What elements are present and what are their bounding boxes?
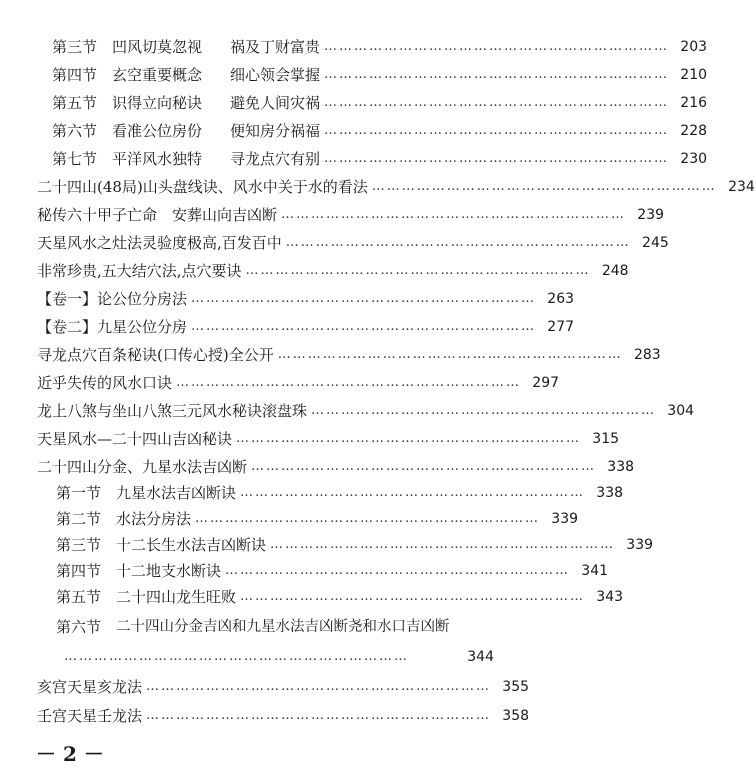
page-number: 277 [547, 319, 575, 335]
page-footer-number: － 2 － [36, 742, 104, 766]
section-number: 第三节 [56, 536, 102, 554]
chapter-title: 寻龙点穴百条秘诀(口传心授)全公开 [37, 346, 274, 364]
toc-entry [37, 174, 755, 200]
section-title: 二十四山龙生旺败 [116, 588, 237, 606]
toc-entry [37, 342, 661, 368]
toc-entry [37, 314, 575, 340]
chapter-title: 天星风水之灶法灵验度极高,百发百中 [37, 234, 282, 252]
toc-entry-long [56, 614, 494, 640]
leader-dots: …………………………………………………………… [191, 319, 537, 334]
section-number: 第二节 [56, 510, 102, 528]
leader-dots: …………………………………………………………… [146, 679, 492, 694]
page-number: 339 [551, 511, 579, 527]
leader-dots: …………………………………………………………… [311, 403, 657, 418]
section-title: 十二长生水法吉凶断诀 [116, 536, 267, 554]
leader-dots: …………………………………………………………… [324, 95, 670, 110]
toc-entry [37, 258, 629, 284]
page-number: 338 [596, 485, 624, 501]
toc-entry [37, 230, 669, 256]
section-number: 第三节 [52, 38, 98, 56]
page-number: 304 [667, 403, 695, 419]
leader-dots: …………………………………………………………… [225, 563, 571, 578]
page-number: 297 [532, 375, 560, 391]
chapter-title: 非常珍贵,五大结穴法,点穴要诀 [37, 262, 242, 280]
chapter-title: 【卷一】论公位分房法 [37, 290, 188, 308]
leader-dots: …………………………………………………………… [251, 459, 597, 474]
leader-dots: …………………………………………………………… [270, 537, 616, 552]
leader-dots: …………………………………………………………… [146, 708, 492, 723]
leader-dots: …………………………………………………………… [240, 485, 586, 500]
section-number: 第六节 [52, 122, 98, 140]
section-title: 十二地支水断诀 [116, 562, 222, 580]
leader-dots: …………………………………………………………… [324, 39, 670, 54]
section-title-part-a: 看准公位房份 [112, 122, 203, 140]
toc-entry [52, 118, 708, 144]
leader-dots: …………………………………………………………… [324, 151, 670, 166]
toc-entry [37, 426, 620, 452]
toc-entry [56, 558, 609, 584]
toc-entry [56, 532, 654, 558]
section-title-part-b: 寻龙点穴有别 [230, 150, 321, 168]
section-number: 第七节 [52, 150, 98, 168]
leader-dots: …………………………………………………………… [324, 67, 670, 82]
page-number: 210 [680, 67, 708, 83]
chapter-title: 壬宫天星壬龙法 [37, 707, 143, 725]
toc-entry [56, 584, 624, 610]
leader-dots: …………………………………………………………… [324, 123, 670, 138]
chapter-title: 【卷二】九星公位分房 [37, 318, 188, 336]
section-number: 第四节 [56, 562, 102, 580]
page-number: 230 [680, 151, 708, 167]
section-number: 第五节 [52, 94, 98, 112]
chapter-title: 二十四山(48局)山头盘线诀、风水中关于水的看法 [37, 178, 368, 196]
page-number: 338 [607, 459, 635, 475]
section-title-part-b: 便知房分祸福 [230, 122, 321, 140]
chapter-title: 天星风水—二十四山吉凶秘诀 [37, 430, 233, 448]
toc-entry-continuation [64, 644, 494, 670]
page-number: 228 [680, 123, 708, 139]
toc-entry [56, 480, 624, 506]
section-title-part-a: 凹风切莫忽视 [112, 38, 203, 56]
section-number: 第六节 [56, 618, 102, 636]
toc-entry [37, 398, 695, 424]
section-title: 九星水法吉凶断诀 [116, 484, 237, 502]
toc-entry [52, 62, 708, 88]
chapter-title: 二十四山分金、九星水法吉凶断 [37, 458, 248, 476]
page-number: 248 [601, 263, 629, 279]
toc-entry [37, 674, 530, 700]
section-title-part-b: 避免人间灾祸 [230, 94, 321, 112]
section-title: 二十四山分金吉凶和九星水法吉凶断尧和水口吉凶断 [116, 619, 450, 635]
page-number: 283 [633, 347, 661, 363]
toc-entry [37, 703, 530, 729]
leader-dots: …………………………………………………………… [371, 179, 717, 194]
section-title-part-a: 平洋风水独特 [112, 150, 203, 168]
toc-entry [52, 90, 708, 116]
section-title-part-a: 识得立向秘诀 [112, 94, 203, 112]
page-number: 216 [680, 95, 708, 111]
page-number: 355 [502, 679, 530, 695]
chapter-title: 亥宫天星亥龙法 [37, 678, 143, 696]
chapter-title: 近乎失传的风水口诀 [37, 374, 173, 392]
chapter-title: 秘传六十甲子亡命 安葬山向吉凶断 [37, 206, 278, 224]
page-number: 239 [637, 207, 665, 223]
page-number: 358 [502, 708, 530, 724]
leader-dots: …………………………………………………………… [195, 511, 541, 526]
toc-entry [37, 202, 665, 228]
leader-dots: …………………………………………………………… [191, 291, 537, 306]
page-number: 344 [467, 649, 494, 665]
leader-dots: …………………………………………………………… [245, 263, 591, 278]
leader-dots: …………………………………………………………… [64, 649, 409, 664]
leader-dots: …………………………………………………………… [240, 589, 586, 604]
page-number: 341 [581, 563, 609, 579]
section-title-part-b: 祸及丁财富贵 [230, 38, 321, 56]
toc-entry [52, 146, 708, 172]
leader-dots: …………………………………………………………… [281, 207, 627, 222]
section-title: 水法分房法 [116, 510, 192, 528]
page-number: 203 [680, 39, 708, 55]
chapter-title: 龙上八煞与坐山八煞三元风水秘诀滚盘珠 [37, 402, 308, 420]
section-number: 第五节 [56, 588, 102, 606]
page-number: 245 [642, 235, 669, 251]
leader-dots: …………………………………………………………… [236, 431, 582, 446]
toc-entry [37, 286, 575, 312]
toc-entry [37, 454, 635, 480]
section-number: 第一节 [56, 484, 102, 502]
leader-dots: …………………………………………………………… [176, 375, 522, 390]
page-number: 263 [547, 291, 575, 307]
page-number: 343 [596, 589, 624, 605]
section-title-part-a: 玄空重要概念 [112, 66, 203, 84]
toc-entry [37, 370, 560, 396]
page-number: 234 [728, 179, 755, 195]
toc-entry [56, 506, 579, 532]
page-number: 339 [626, 537, 654, 553]
section-title-part-b: 细心领会掌握 [230, 66, 321, 84]
page-number: 315 [592, 431, 620, 447]
toc-entry [52, 34, 708, 60]
section-number: 第四节 [52, 66, 98, 84]
leader-dots: …………………………………………………………… [277, 347, 623, 362]
leader-dots: …………………………………………………………… [285, 235, 631, 250]
